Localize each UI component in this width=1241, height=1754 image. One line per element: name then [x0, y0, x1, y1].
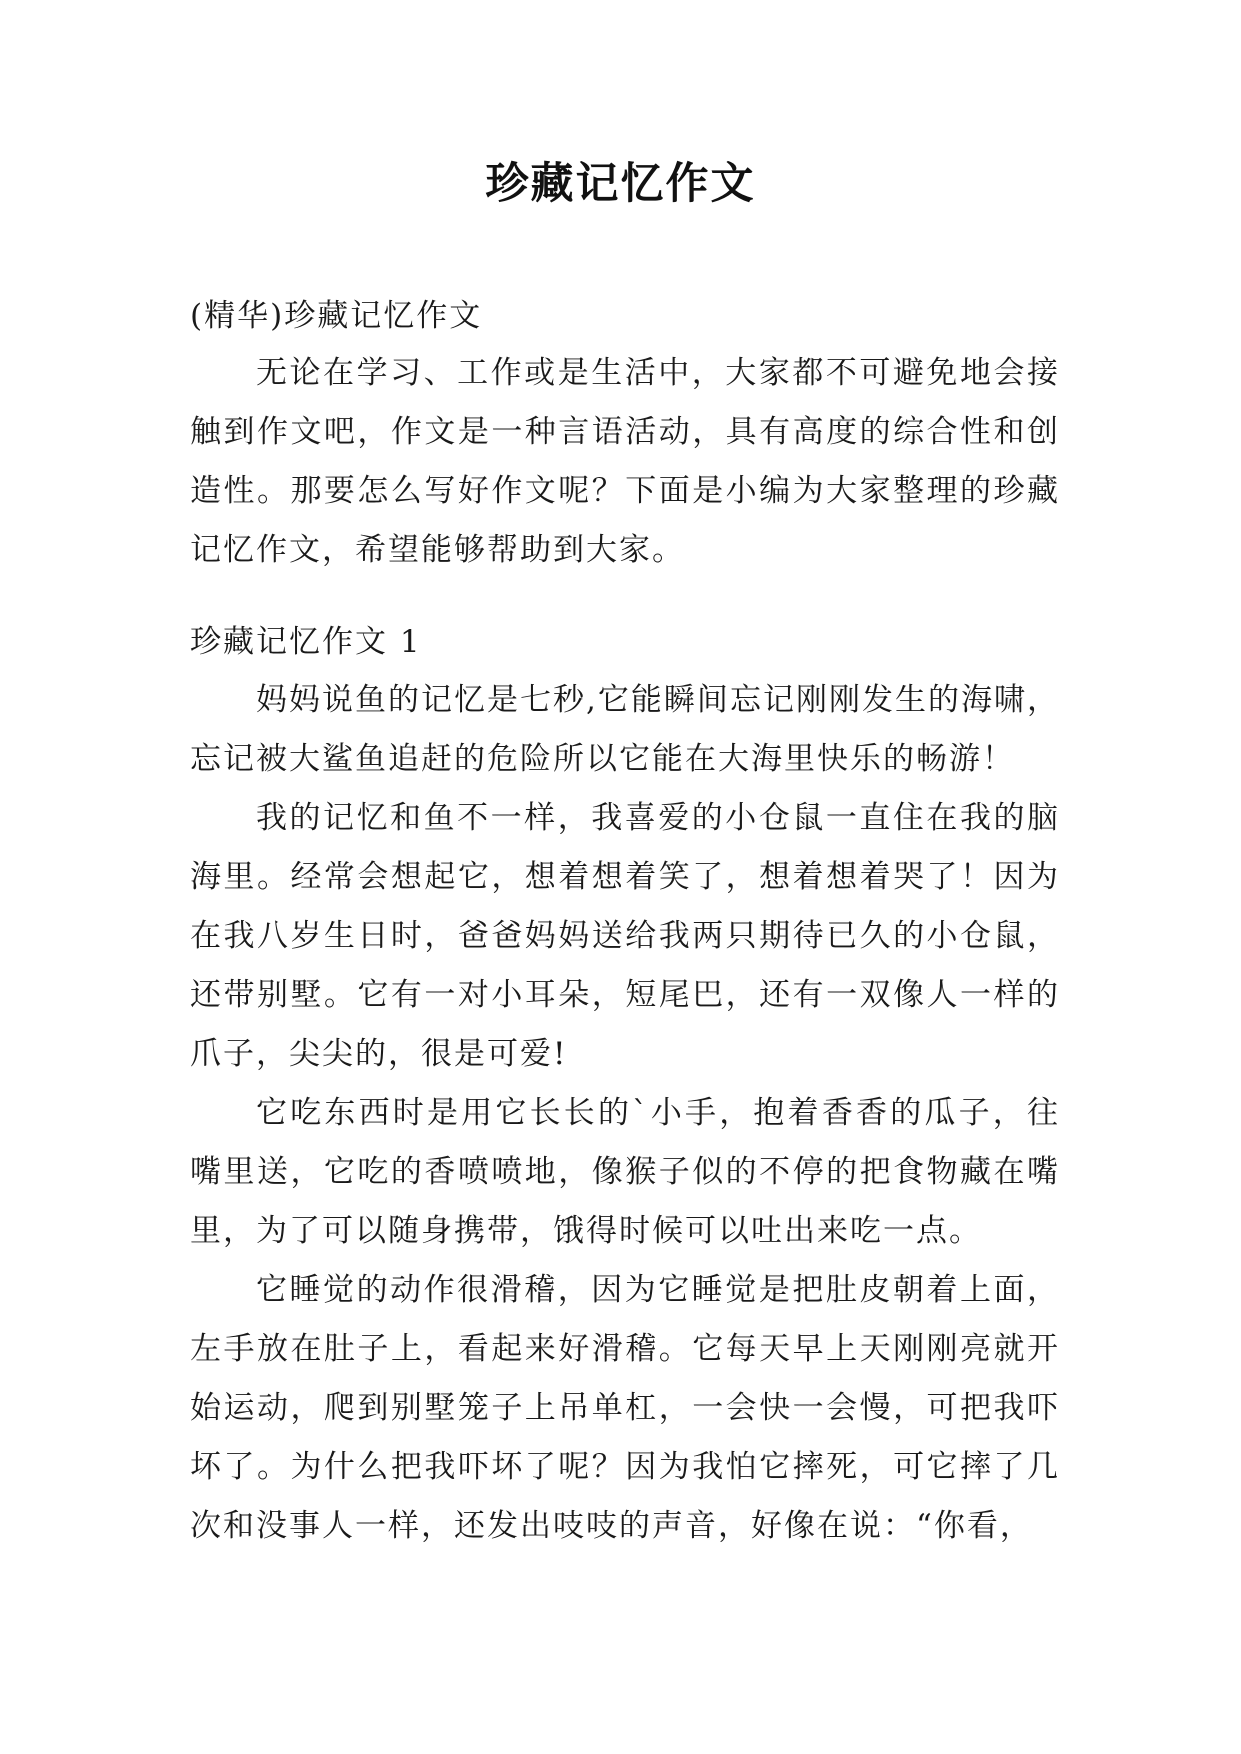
section-paragraph: 它睡觉的动作很滑稽，因为它睡觉是把肚皮朝着上面，左手放在肚子上，看起来好滑稽。它每天早上天刚刚亮就开始运动，爬到别墅笼子上吊单杠，一会快一会慢，可把我吓坏了。为什么把我吓坏了呢？因为我怕它摔死，可它摔了几次和没事人一样，还发出吱吱的声音，好像在说：“你看，: [190, 1272, 1060, 1544]
section-paragraph: 我的记忆和鱼不一样，我喜爱的小仓鼠一直住在我的脑海里。经常会想起它，想着想着笑了，想着想着哭了！因为在我八岁生日时，爸爸妈妈送给我两只期待已久的小仓鼠，还带别墅。它有一对小耳朵，短尾巴，还有一双像人一样的爪子，尖尖的，很是可爱!: [190, 800, 1060, 1072]
section-heading: 珍藏记忆作文 1: [190, 624, 422, 660]
document-subtitle: (精华)珍藏记忆作文: [190, 298, 483, 334]
section-paragraph: 它吃东西时是用它长长的`小手，抱着香香的瓜子，往嘴里送，它吃的香喷喷地，像猴子似的不停的把食物藏在嘴里，为了可以随身携带，饿得时候可以吐出来吃一点。: [190, 1095, 1060, 1249]
document-title: 珍藏记忆作文: [485, 159, 756, 209]
section-paragraph: 妈妈说鱼的记忆是七秒,它能瞬间忘记刚刚发生的海啸，忘记被大鲨鱼追赶的危险所以它能在大海里快乐的畅游！: [190, 682, 1060, 777]
intro-paragraph: 无论在学习、工作或是生活中，大家都不可避免地会接触到作文吧，作文是一种言语活动，具有高度的综合性和创造性。那要怎么写好作文呢？下面是小编为大家整理的珍藏记忆作文，希望能够帮助到大家。: [190, 355, 1060, 568]
section-body: [190, 671, 1060, 1556]
